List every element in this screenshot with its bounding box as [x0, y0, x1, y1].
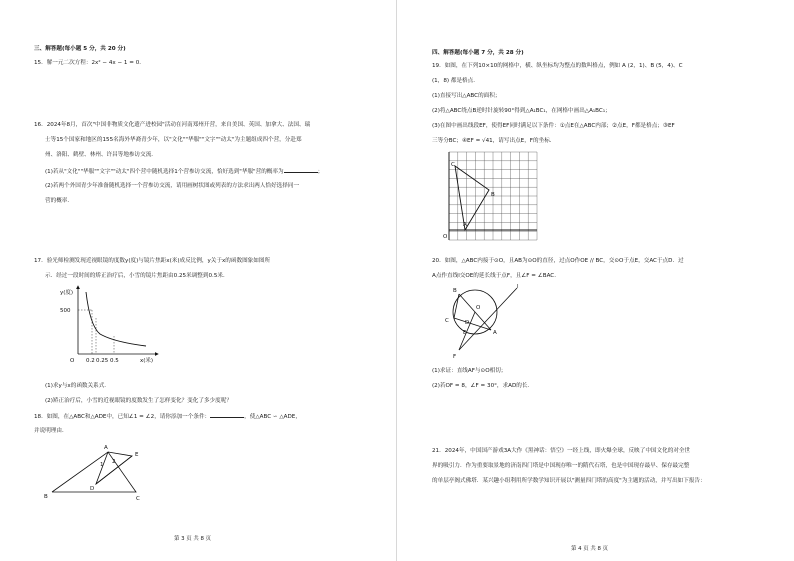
page-footer-right: 第 4 页 共 8 页: [571, 546, 608, 552]
circle-label-l: l: [517, 284, 519, 290]
question-17-part-2: (2)矫正治疗后，小雪的近视眼镜的度数发生了怎样变化？变化了多少度呢？: [45, 398, 232, 404]
circle-label-e: E: [463, 330, 467, 336]
page-footer-left: 第 3 页 共 8 页: [174, 536, 211, 542]
grid-label-b: B: [491, 192, 495, 198]
question-16-part-1: (1)若从"文化""华服""文字""动太"四个营中随机选择1个营参访交流，恰好选到"华服"营的概率为 ；: [45, 166, 323, 177]
answer-blank: [284, 166, 318, 173]
circle-diagram: [437, 282, 537, 362]
y-axis-label: y(度): [60, 290, 74, 296]
triangle-diagram: [44, 442, 154, 502]
segment-bc: [454, 294, 459, 318]
hyperbola-curve: [86, 292, 146, 346]
grid-label-o: O: [443, 234, 448, 240]
circle-label-b: B: [453, 288, 457, 294]
x-tick-05: 0.5: [110, 358, 119, 364]
line-l: [459, 288, 517, 350]
origin-label: O: [70, 358, 75, 364]
question-20-line-2: A点作直线l交OE的延长线于点F，且∠F = ∠BAC．: [432, 273, 560, 279]
question-17-part-1: (1)求y与x的函数关系式．: [45, 383, 110, 389]
question-19-part-1: (1)直接写出△ABC的面积；: [432, 93, 501, 99]
label-e: E: [135, 452, 139, 458]
question-16-part-1-text: (1)若从"文化""华服""文字""动太"四个营中随机选择1个营参访交流，恰好选到"华服"营的概率为: [45, 169, 284, 175]
question-18-line-1: [34, 411, 301, 422]
grid-label-a: A: [463, 222, 467, 228]
question-19-part-2: (2)将△ABC绕点B逆时针旋转90°得到△A₁BC₁，在网格中画出△A₁BC₁；: [432, 108, 611, 114]
label-angle-2: 2: [112, 459, 116, 465]
question-21-line-3: 的单层亭阁式佛塔．某兴趣小组利用所学数学知识开展以"测量四门塔的高度"为主题的活动，并写出如下报告：: [432, 478, 706, 484]
segment-of: [459, 312, 475, 350]
question-16-line-2: 士等15个国家和地区的155名海外华裔青少年，以"文化""华服""文字""动太"为主题组成四个营，分赴郑: [45, 137, 302, 143]
question-19-part-3: (3)在图中画出线段EF，使得EF同时满足以下条件：①点E在△ABC内部；②点E，F都是格点；③EF: [432, 123, 675, 129]
x-axis-label: x(米): [140, 358, 154, 364]
question-19-line-1: 19．如图，在下列10×10的网格中，横、纵坐标均为整点的数叫格点，例如 A (2，1)、B (5，4)、C: [432, 63, 683, 69]
inverse-proportion-graph: [50, 282, 160, 362]
circle-label-c: C: [445, 318, 449, 324]
triangle-abc-grid: [455, 166, 489, 230]
question-17-line-1: 17．验光师检测发现近视眼镜的度数y(度)与镜片焦距x(米)成反比例，y关于x的函数图象如图所: [34, 258, 271, 264]
question-16-line-3: 州、洛阳、鹤壁、林州、许昌等地参访交流．: [45, 152, 157, 158]
answer-blank: [210, 411, 244, 418]
question-20-part-1: (1)求证：直线AF与⊙O相切；: [432, 368, 507, 374]
section-heading-4: 四、解答题(每小题 7 分，共 28 分): [432, 50, 524, 56]
question-16-line-1: 16．2024年8月，首次"中国非物质文化遗产进校园"活动在河南郑州开营，来自美国、英国、加拿大、法国、瑞: [34, 122, 311, 128]
question-18-line-2: 并说明理由．: [34, 428, 68, 434]
circle-label-o: O: [476, 305, 481, 311]
circle-label-d: D: [465, 320, 470, 326]
y-tick-500: 500: [60, 308, 71, 314]
question-20-part-2: (2)若OF = 8，∠F = 30°，求AD的长．: [432, 383, 534, 389]
question-18-text-a: 18．如图，在△ABC和△ADE中，已知∠1 = ∠2，请你添加一个条件：: [34, 414, 211, 420]
question-16-part-2-line-2: 营的概率．: [45, 198, 73, 204]
right-page: [397, 0, 794, 561]
coordinate-grid: [443, 152, 539, 242]
question-15: 15．解一元二次方程：2x² − 4x − 1 = 0．: [34, 60, 145, 66]
question-21-line-1: 21．2024年，中国国产游戏3A大作《黑神话：悟空》一经上线，即火爆全球，反映了中国文化的对全世: [432, 448, 691, 454]
question-21-line-2: 界的吸引力．作为重要取景地的济南四门塔是中国现存唯一的隋代石塔，也是中国现存最早、保存最完整: [432, 463, 690, 469]
x-tick-02: 0.2: [86, 358, 95, 364]
question-20-line-1: 20．如图，△ABC内接于⊙O，且AB为⊙O的直径，过点O作OE // BC，交⊙O于点E，交AC于点D．过: [432, 258, 684, 264]
label-b: B: [44, 494, 48, 500]
grid-label-c: C: [451, 162, 455, 168]
question-18-text-b: ，使△ABC ∽ △ADE，: [244, 414, 301, 420]
question-16-part-2-line-1: (2)若两个外国青少年准备随机选择一个营参访交流，请用画树状图或列表的方法求出两人恰好选择同一: [45, 183, 300, 189]
question-19-line-2: (1，8) 都是格点．: [432, 78, 479, 84]
question-17-line-2: 示．经过一段时间的矫正治疗后，小雪的镜片焦距由0.25米调整到0.5米．: [45, 273, 229, 279]
label-c: C: [136, 496, 140, 502]
circle-label-a: A: [493, 330, 497, 336]
label-d: D: [90, 486, 95, 492]
x-tick-025: 0.25: [96, 358, 109, 364]
question-19-part-3-line-2: 三等分BC；④EF = √41，请写出点E，F的坐标．: [432, 138, 556, 144]
section-heading-3: 三、解答题(每小题 5 分，共 20 分): [34, 46, 126, 52]
label-a: A: [104, 445, 108, 451]
circle-label-f: F: [453, 354, 457, 360]
label-angle-1: 1: [100, 462, 104, 468]
